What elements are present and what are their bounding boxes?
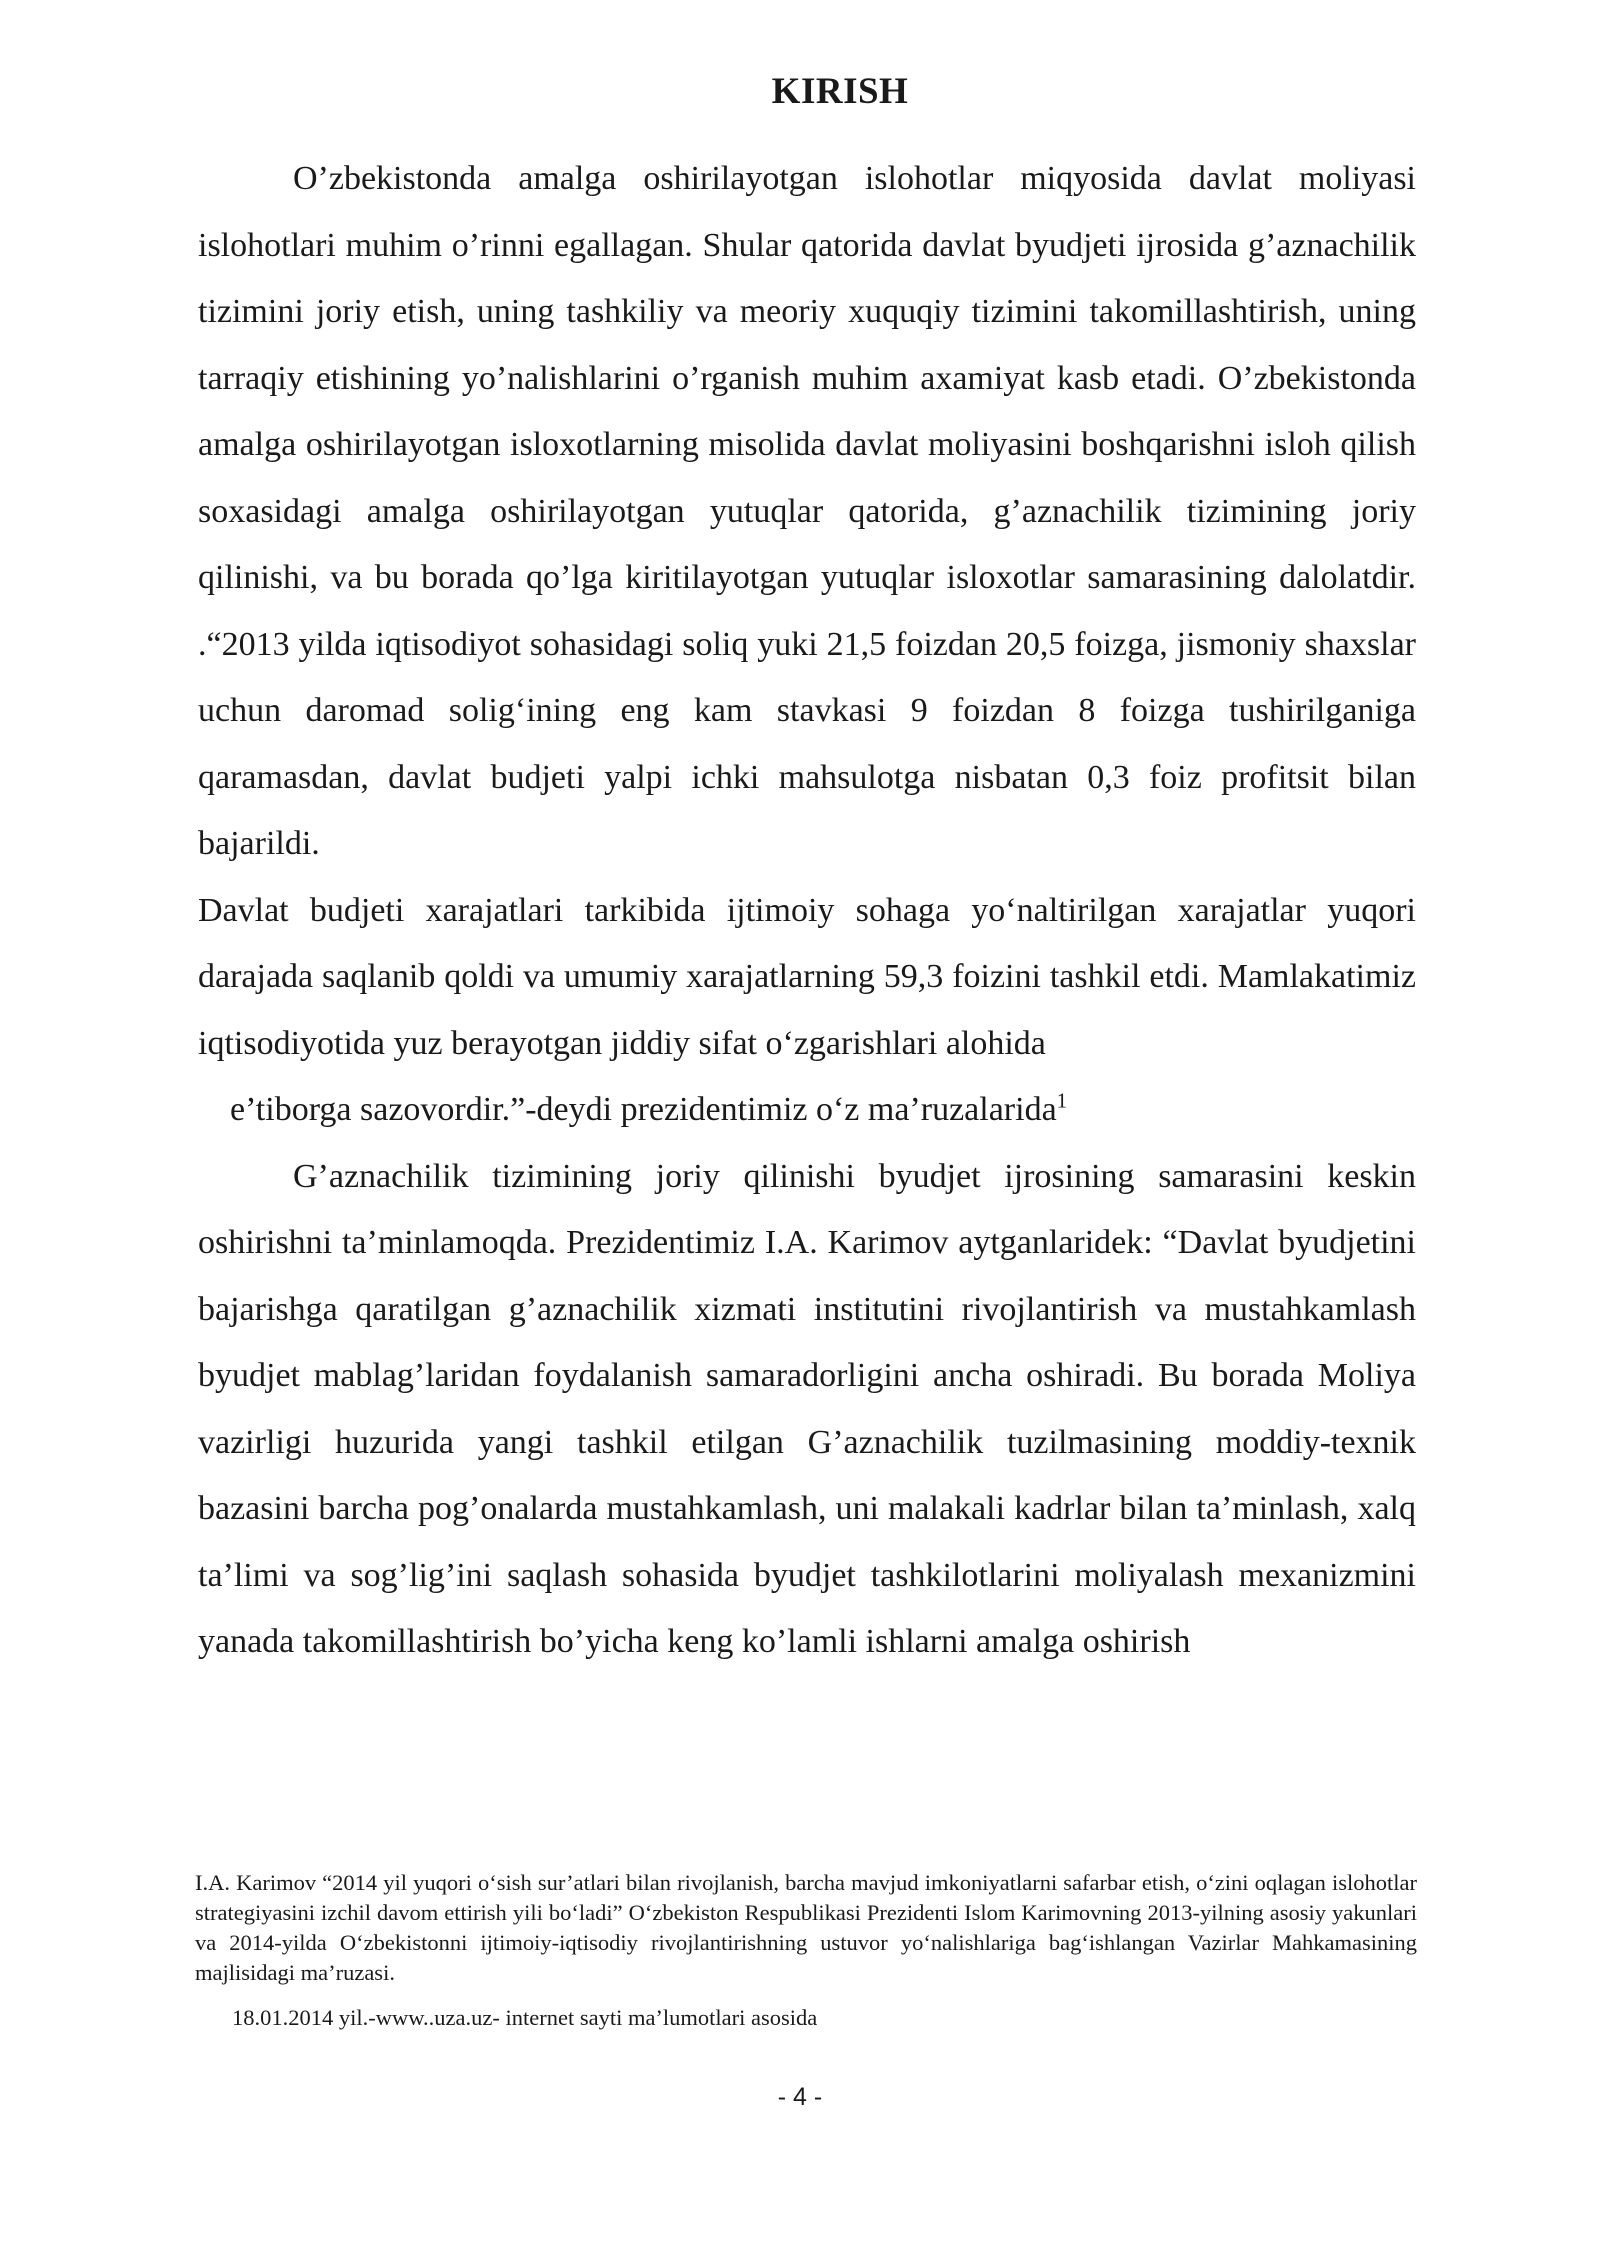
page-number: - 4 - <box>777 2083 823 2111</box>
paragraph-intro: O’zbekistonda amalga oshirilayotgan islohotlar miqyosida davlat moliyasi islohotlari muhim o’rinni egallagan. Shular qatorida davlat byudjeti ijrosida g’aznachilik tizimini joriy etish, uning tashkiliy va meoriy xuquqiy tizimini takomillashtirish, uning tarraqiy etishining yo’nalishlarini o’rganish muhim axamiyat kasb etadi. O’zbekistonda amalga oshirilayotgan isloxotlarning misolida davlat moliyasini boshqarishni isloh qilish soxasidagi amalga oshirilayotgan yutuqlar qatorida, g’aznachilik tizimining joriy qilinishi, va bu borada qo’lga kiritilayotgan yutuqlar isloxotlar samarasining dalolatdir. .“2013 yilda iqtisodiyot sohasidagi soliq yuki 21,5 foizdan 20,5 foizga, jismoniy shaxslar uchun daromad solig‘ining eng kam stavkasi 9 foizdan 8 foizga tushirilganiga qaramasdan, davlat budjeti yalpi ichki mahsulotga nisbatan 0,3 foiz profitsit bilan bajarildi. <box>198 160 1416 862</box>
paragraph-quote-end <box>198 1077 1416 1144</box>
footnote-mark: 1 <box>1056 1088 1068 1113</box>
paragraph-budget: Davlat budjeti xarajatlari tarkibida ijtimoiy sohaga yo‘naltirilgan xarajatlar yuqori darajada saqlanib qoldi va umumiy xarajatlarning 59,3 foizini tashkil etdi. Mamlakatimiz iqtisodiyotida yuz berayotgan jiddiy sifat o‘zgarishlari alohida <box>198 891 1416 1062</box>
quote-end-text: e’tiborga sazovordir.”-deydi prezidentimiz o‘z ma’ruzalarida <box>230 1091 1057 1128</box>
body-text <box>198 146 1416 1676</box>
footnote-source: 18.01.2014 yil.-www..uza.uz- internet sayti ma’lumotlari asosida <box>232 2005 818 2030</box>
page-heading: KIRISH <box>771 71 909 112</box>
footnote-text: I.A. Karimov “2014 yil yuqori o‘sish sur’atlari bilan rivojlanish, barcha mavjud imkoniyatlarni safarbar etish, o‘zini oqlagan islohotlar strategiyasini izchil davom ettirish yili bo‘ladi” O‘zbekiston Respublikasi Prezidenti Islom Karimovning 2013-yilning asosiy yakunlari va 2014-yilda O‘zbekistonni ijtimoiy-iqtisodiy rivojlantirishning ustuvor yo‘nalishlariga bag‘ishlangan Vazirlar Mahkamasining majlisidagi ma’ruzasi. <box>195 1870 1417 1985</box>
paragraph-treasury: G’aznachilik tizimining joriy qilinishi byudjet ijrosining samarasini keskin oshirishni ta’minlamoqda. Prezidentimiz I.A. Karimov aytganlaridek: “Davlat byudjetini bajarishga qaratilgan g’aznachilik xizmati institutini rivojlantirish va mustahkamlash byudjet mablag’laridan foydalanish samaradorligini ancha oshiradi. Bu borada Moliya vazirligi huzurida yangi tashkil etilgan G’aznachilik tuzilmasining moddiy-texnik bazasini barcha pog’onalarda mustahkamlash, uni malakali kadrlar bilan ta’minlash, xalq ta’limi va sog’lig’ini saqlash sohasida byudjet tashkilotlarini moliyalash mexanizmini yanada takomillashtirish bo’yicha keng ko’lamli ishlarni amalga oshirish <box>198 1157 1416 1660</box>
